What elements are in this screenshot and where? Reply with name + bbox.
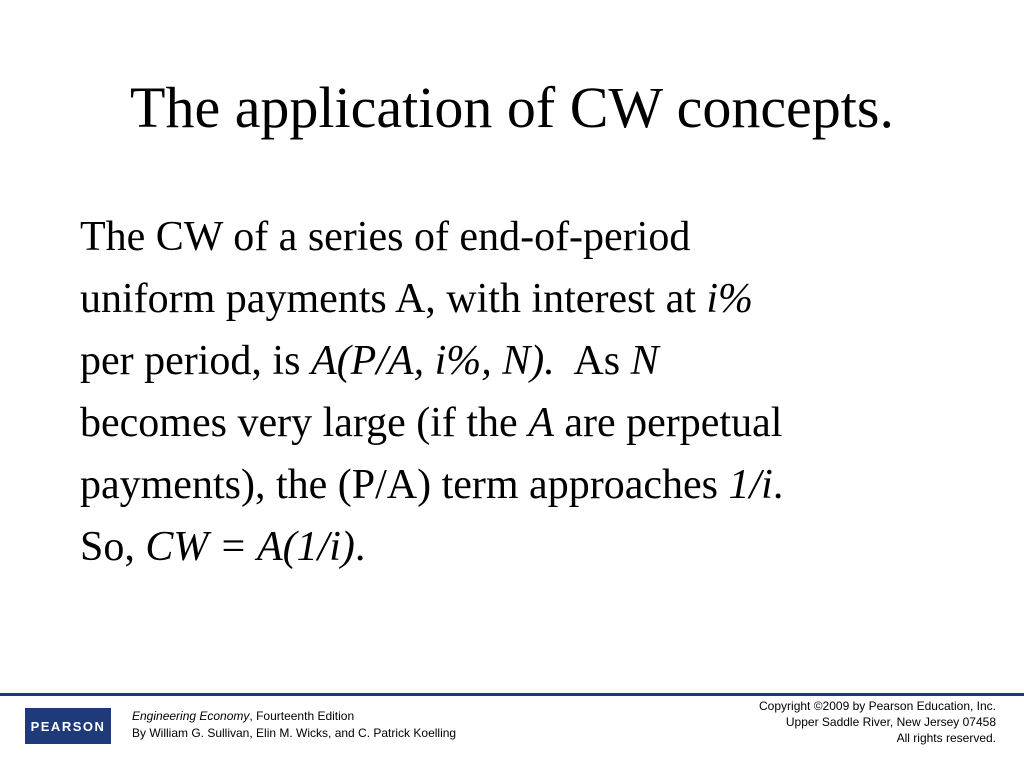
copyright-notice	[759, 698, 996, 746]
body-text: becomes very large (if the	[80, 400, 529, 446]
body-math-text: 1/i	[728, 462, 773, 508]
copyright-line-2: Upper Saddle River, New Jersey 07458	[785, 715, 996, 729]
book-info	[132, 708, 456, 742]
body-line	[80, 516, 960, 578]
body-math-text: A	[528, 400, 554, 446]
body-line	[80, 206, 960, 268]
footer-divider	[0, 693, 1024, 696]
book-title: Engineering Economy	[132, 709, 250, 723]
body-text: per period, is	[80, 338, 311, 384]
body-text: As	[554, 338, 631, 384]
body-math-text: A(P/A, i%, N).	[310, 338, 555, 384]
book-title-line	[132, 708, 456, 725]
body-text: .	[354, 524, 366, 570]
pearson-logo	[25, 708, 111, 744]
book-authors: By William G. Sullivan, Elin M. Wicks, and C. Patrick Koelling	[132, 726, 457, 740]
slide-title: The application of CW concepts.	[130, 75, 894, 140]
body-math-text: i%	[706, 276, 754, 322]
body-math-text: CW = A(1/i)	[145, 524, 355, 570]
logo-text: PEARSON	[30, 718, 106, 734]
body-line	[80, 330, 960, 392]
body-line	[80, 268, 960, 330]
body-line	[80, 392, 960, 454]
body-text: So,	[80, 524, 146, 570]
slide-body	[80, 206, 960, 578]
book-edition: , Fourteenth Edition	[249, 709, 355, 723]
copyright-line-1: Copyright ©2009 by Pearson Education, Inc.	[759, 699, 996, 713]
body-text: .	[772, 462, 784, 508]
body-text: payments), the (P/A) term approaches	[80, 462, 729, 508]
copyright-line-3: All rights reserved.	[896, 731, 996, 745]
body-math-text: N	[630, 338, 659, 384]
body-line	[80, 454, 960, 516]
body-text: uniform payments A, with interest at	[80, 276, 707, 322]
body-text: The CW of a series of end-of-period	[80, 214, 691, 260]
body-text: are perpetual	[553, 400, 783, 446]
